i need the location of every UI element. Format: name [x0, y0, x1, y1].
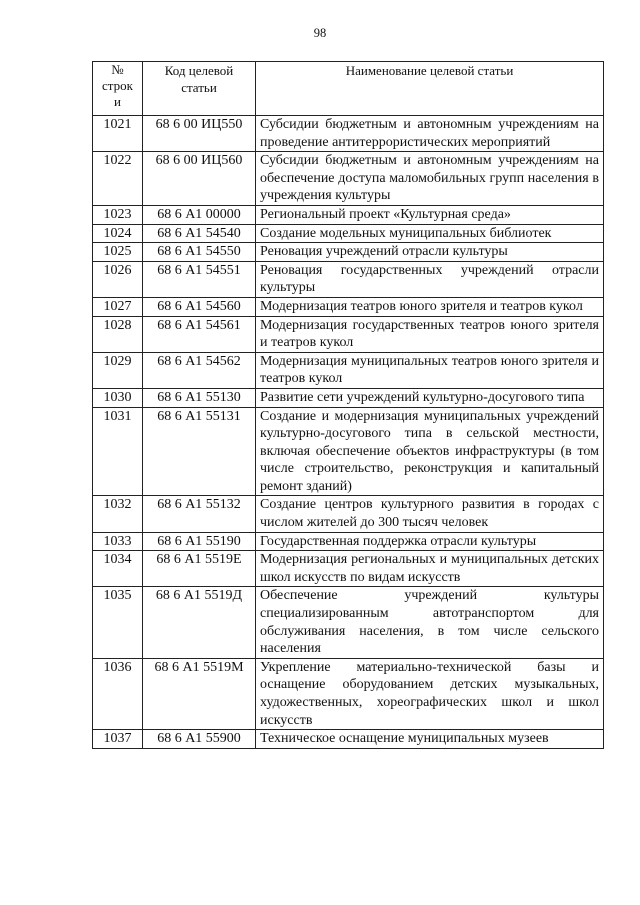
target-name-cell: Создание и модернизация муниципальных учреждений культурно-досугового типа в сельской местности, включая обеспечение объектов инфраструктуры (в том числе строительство, реконструкция и капитальный ремонт зданий) — [256, 407, 604, 496]
target-code-cell: 68 6 А1 54562 — [143, 352, 256, 388]
row-number-cell: 1036 — [93, 658, 143, 729]
row-number-cell: 1034 — [93, 551, 143, 587]
row-number-cell: 1035 — [93, 587, 143, 658]
target-name-cell: Модернизация государственных театров юного зрителя и театров кукол — [256, 316, 604, 352]
target-name-cell: Модернизация театров юного зрителя и театров кукол — [256, 297, 604, 316]
table-row — [93, 224, 604, 243]
target-name-cell: Создание модельных муниципальных библиотек — [256, 224, 604, 243]
row-number-cell: 1033 — [93, 532, 143, 551]
target-name-cell: Модернизация региональных и муниципальных детских школ искусств по видам искусств — [256, 551, 604, 587]
header-target-name: Наименование целевой статьи — [256, 62, 604, 116]
table-row — [93, 352, 604, 388]
target-name-cell: Укрепление материально-технической базы и оснащение оборудованием детских музыкальных, художественных, хореографических школ и школ искусств — [256, 658, 604, 729]
target-code-cell: 68 6 00 ИЦ560 — [143, 152, 256, 206]
row-number-cell: 1025 — [93, 243, 143, 262]
target-code-cell: 68 6 А1 55900 — [143, 730, 256, 749]
target-name-cell: Субсидии бюджетным и автономным учреждениям на проведение антитеррористических мероприятий — [256, 116, 604, 152]
target-name-cell: Техническое оснащение муниципальных музеев — [256, 730, 604, 749]
target-code-cell: 68 6 А1 55132 — [143, 496, 256, 532]
target-code-cell: 68 6 А1 55131 — [143, 407, 256, 496]
target-name-cell: Субсидии бюджетным и автономным учреждениям на обеспечение доступа маломобильных групп населения в учреждения культуры — [256, 152, 604, 206]
row-number-cell: 1031 — [93, 407, 143, 496]
row-number-cell: 1030 — [93, 388, 143, 407]
table-row — [93, 496, 604, 532]
table-row — [93, 316, 604, 352]
row-number-cell: 1032 — [93, 496, 143, 532]
target-code-cell: 68 6 А1 54551 — [143, 261, 256, 297]
row-number-cell: 1021 — [93, 116, 143, 152]
row-number-cell: 1024 — [93, 224, 143, 243]
row-number-cell: 1027 — [93, 297, 143, 316]
target-name-cell: Реновация государственных учреждений отрасли культуры — [256, 261, 604, 297]
row-number-cell: 1029 — [93, 352, 143, 388]
header-target-code: Код целевой статьи — [143, 62, 256, 116]
target-code-cell: 68 6 А1 54560 — [143, 297, 256, 316]
target-name-cell: Государственная поддержка отрасли культуры — [256, 532, 604, 551]
target-code-cell: 68 6 А1 55130 — [143, 388, 256, 407]
target-code-cell: 68 6 А1 5519Е — [143, 551, 256, 587]
table-row — [93, 261, 604, 297]
page-number: 98 — [313, 26, 327, 40]
table-row — [93, 551, 604, 587]
target-name-cell: Реновация учреждений отрасли культуры — [256, 243, 604, 262]
target-name-cell: Обеспечение учреждений культуры специализированным автотранспортом для обслуживания населения, в том числе сельского населения — [256, 587, 604, 658]
table-row — [93, 297, 604, 316]
target-name-cell: Создание центров культурного развития в городах с числом жителей до 300 тысяч человек — [256, 496, 604, 532]
table-row — [93, 658, 604, 729]
table-header-row — [93, 62, 604, 116]
target-name-cell: Региональный проект «Культурная среда» — [256, 205, 604, 224]
target-code-cell: 68 6 00 ИЦ550 — [143, 116, 256, 152]
table-row — [93, 587, 604, 658]
target-code-cell: 68 6 А1 5519М — [143, 658, 256, 729]
row-number-cell: 1023 — [93, 205, 143, 224]
target-code-cell: 68 6 А1 54550 — [143, 243, 256, 262]
table-row — [93, 407, 604, 496]
header-row-number: № строк и — [93, 62, 143, 116]
table-body — [93, 116, 604, 749]
target-code-cell: 68 6 А1 55190 — [143, 532, 256, 551]
target-code-cell: 68 6 А1 00000 — [143, 205, 256, 224]
target-code-cell: 68 6 А1 54540 — [143, 224, 256, 243]
target-code-cell: 68 6 А1 54561 — [143, 316, 256, 352]
row-number-cell: 1022 — [93, 152, 143, 206]
target-name-cell: Развитие сети учреждений культурно-досугового типа — [256, 388, 604, 407]
row-number-cell: 1028 — [93, 316, 143, 352]
table-row — [93, 730, 604, 749]
table-row — [93, 532, 604, 551]
table-row — [93, 243, 604, 262]
target-name-cell: Модернизация муниципальных театров юного зрителя и театров кукол — [256, 352, 604, 388]
table-row — [93, 152, 604, 206]
target-code-cell: 68 6 А1 5519Д — [143, 587, 256, 658]
table-row — [93, 205, 604, 224]
table-row — [93, 388, 604, 407]
row-number-cell: 1026 — [93, 261, 143, 297]
table-row — [93, 116, 604, 152]
row-number-cell: 1037 — [93, 730, 143, 749]
budget-classification-table — [92, 61, 604, 749]
